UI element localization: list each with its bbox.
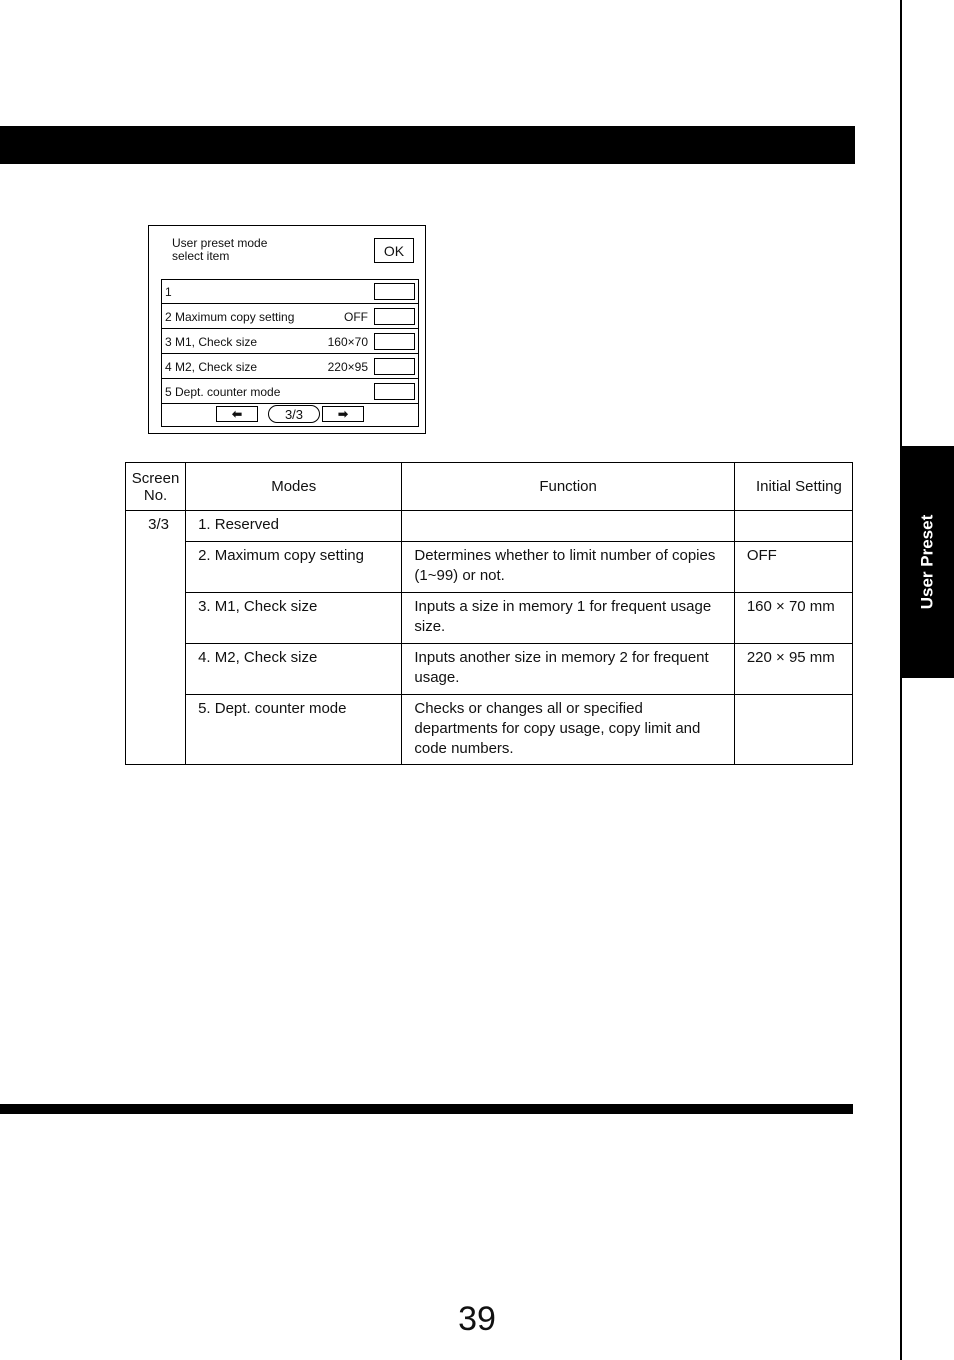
mode-cell: 2. Maximum copy setting: [186, 542, 402, 593]
prev-page-button[interactable]: [216, 406, 258, 422]
initial-setting-cell: [734, 511, 852, 542]
section-tab-label: User Preset: [917, 514, 937, 610]
panel-item-2[interactable]: 2 Maximum copy setting OFF: [162, 305, 418, 329]
mode-cell: 1. Reserved: [186, 511, 402, 542]
section-tab: [901, 446, 954, 678]
mode-cell: 3. M1, Check size: [186, 593, 402, 644]
header-modes: Modes: [186, 463, 402, 511]
table-row: [126, 593, 853, 644]
function-cell: Determines whether to limit number of copies (1~99) or not.: [402, 542, 734, 593]
mode-cell: 5. Dept. counter mode: [186, 695, 402, 765]
page-indicator: 3/3: [268, 405, 320, 423]
item-select-box[interactable]: [374, 358, 415, 375]
table-row: [126, 511, 853, 542]
page-edge-rule: [900, 0, 902, 1360]
item-select-box[interactable]: [374, 333, 415, 350]
header-screen-no: Screen No.: [126, 463, 186, 511]
footer-bar: [0, 1104, 853, 1114]
initial-setting-cell: OFF: [734, 542, 852, 593]
initial-setting-cell: 160 × 70 mm: [734, 593, 852, 644]
table-header-row: [126, 463, 853, 511]
header-function: Function: [402, 463, 734, 511]
item-select-box[interactable]: [374, 283, 415, 300]
panel-item-3[interactable]: 3 M1, Check size 160×70: [162, 330, 418, 354]
table-row: [126, 542, 853, 593]
table-row: [126, 644, 853, 695]
next-page-button[interactable]: [322, 406, 364, 422]
initial-setting-cell: 220 × 95 mm: [734, 644, 852, 695]
function-cell: Checks or changes all or specified departments for copy usage, copy limit and code numbers.: [402, 695, 734, 765]
function-cell: [402, 511, 734, 542]
page-number: 39: [458, 1300, 496, 1338]
panel-navigation: [162, 403, 414, 425]
arrow-right-icon: ➡: [337, 407, 349, 421]
modes-table: [125, 462, 853, 765]
function-cell: Inputs another size in memory 2 for frequent usage.: [402, 644, 734, 695]
panel-title: User preset mode select item: [172, 236, 268, 263]
function-cell: Inputs a size in memory 1 for frequent usage size.: [402, 593, 734, 644]
header-bar: [0, 126, 855, 164]
item-select-box[interactable]: [374, 383, 415, 400]
arrow-left-icon: ⬅: [231, 407, 243, 421]
preset-panel-display: [148, 225, 426, 434]
mode-cell: 4. M2, Check size: [186, 644, 402, 695]
header-initial-setting: Initial Setting: [734, 463, 852, 511]
panel-item-list: [161, 279, 419, 427]
panel-item-5[interactable]: 5 Dept. counter mode: [162, 380, 418, 404]
screen-number-cell: 3/3: [126, 511, 186, 765]
panel-item-4[interactable]: 4 M2, Check size 220×95: [162, 355, 418, 379]
panel-item-1[interactable]: 1: [162, 280, 418, 304]
table-row: [126, 695, 853, 765]
item-select-box[interactable]: [374, 308, 415, 325]
initial-setting-cell: [734, 695, 852, 765]
ok-button[interactable]: OK: [374, 238, 414, 263]
